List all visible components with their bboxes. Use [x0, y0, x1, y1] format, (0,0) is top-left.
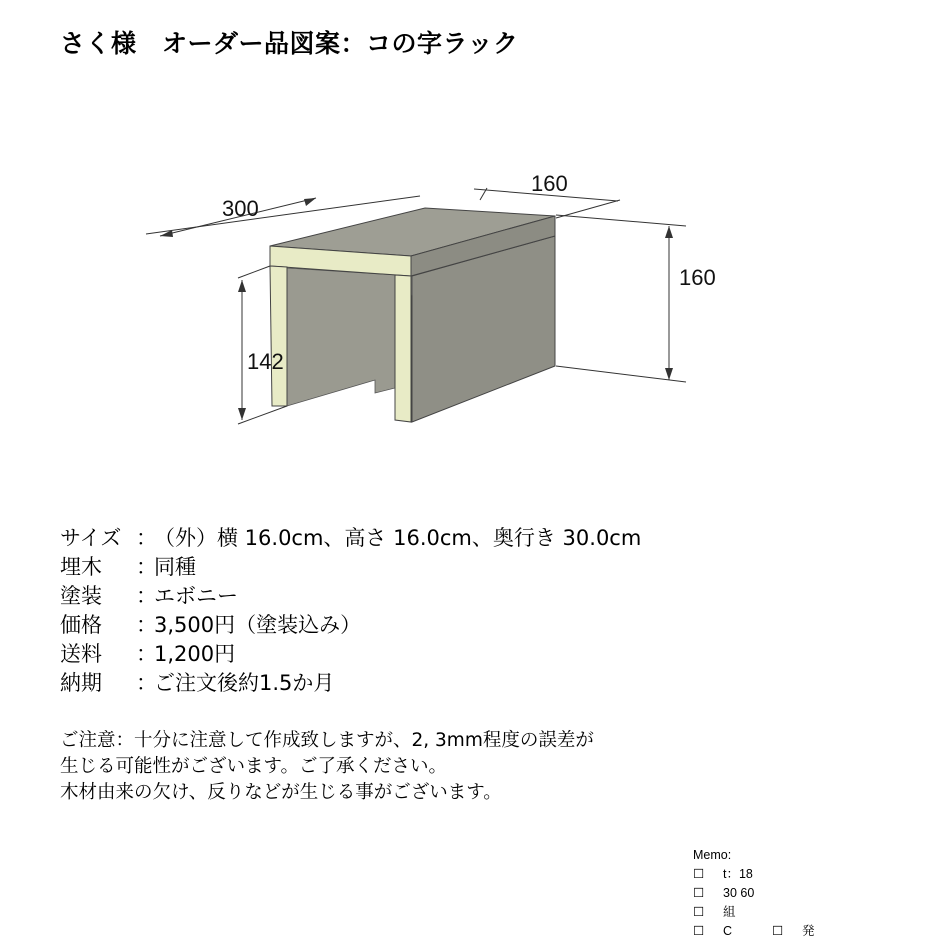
dim-height-label: 160	[679, 265, 716, 290]
memo-row: ☐ 組	[693, 903, 815, 922]
back-leg-inner-face	[287, 268, 412, 406]
spec-row-finish: 塗装 ： エボニー	[60, 582, 641, 611]
spec-label: サイズ	[60, 526, 122, 550]
page-title: さく様 オーダー品図案：コの字ラック	[60, 29, 519, 58]
spec-label: 塗装	[60, 584, 102, 608]
right-leg-front-edge	[395, 275, 411, 422]
dim-inner-height-label: 142	[247, 349, 284, 374]
spec-value: 3,500円（塗装込み）	[154, 613, 362, 637]
spec-row-size: サイズ ： （外）横 16.0cm、高さ 16.0cm、奥行き 30.0cm	[60, 524, 641, 553]
memo-row: ☐ t：18	[693, 865, 815, 884]
checkbox-icon[interactable]: ☐	[693, 886, 705, 900]
note-line: ご注意：十分に注意して作成致しますが、2, 3mm程度の誤差が	[60, 730, 594, 751]
note-line: 木材由来の欠け、反りなどが生じる事がございます。	[60, 782, 502, 803]
spec-row-delivery: 納期 ： ご注文後約1.5か月	[60, 669, 641, 698]
spec-value: ご注文後約1.5か月	[154, 671, 335, 695]
spec-list	[60, 524, 641, 698]
spec-label: 納期	[60, 671, 102, 695]
checkbox-icon[interactable]: ☐	[693, 867, 705, 881]
spec-value: 1,200円	[154, 642, 236, 666]
spec-label: 埋木	[60, 555, 102, 579]
memo-row: ☐ 30 60	[693, 884, 815, 903]
checkbox-icon[interactable]: ☐	[693, 924, 705, 938]
checkbox-icon[interactable]: ☐	[693, 905, 705, 919]
spec-value: エボニー	[154, 584, 238, 608]
note-line: 生じる可能性がございます。ご了承ください。	[60, 756, 448, 777]
spec-value: （外）横 16.0cm、高さ 16.0cm、奥行き 30.0cm	[154, 526, 642, 550]
memo-block	[693, 846, 815, 941]
dim-width-label: 160	[531, 171, 568, 196]
spec-row-shipping: 送料 ： 1,200円	[60, 640, 641, 669]
spec-value: 同種	[154, 555, 196, 579]
left-leg-front-edge	[270, 266, 287, 406]
dim-depth-label: 300	[222, 196, 259, 221]
caution-notes	[60, 728, 594, 806]
memo-heading: Memo:	[693, 848, 732, 862]
checkbox-icon[interactable]: ☐	[772, 924, 784, 938]
spec-label: 価格	[60, 613, 102, 637]
spec-row-price: 価格 ： 3,500円（塗装込み）	[60, 611, 641, 640]
spec-label: 送料	[60, 642, 102, 666]
memo-row: ☐ C ☐ 発	[693, 922, 815, 941]
spec-row-plug: 埋木 ： 同種	[60, 553, 641, 582]
